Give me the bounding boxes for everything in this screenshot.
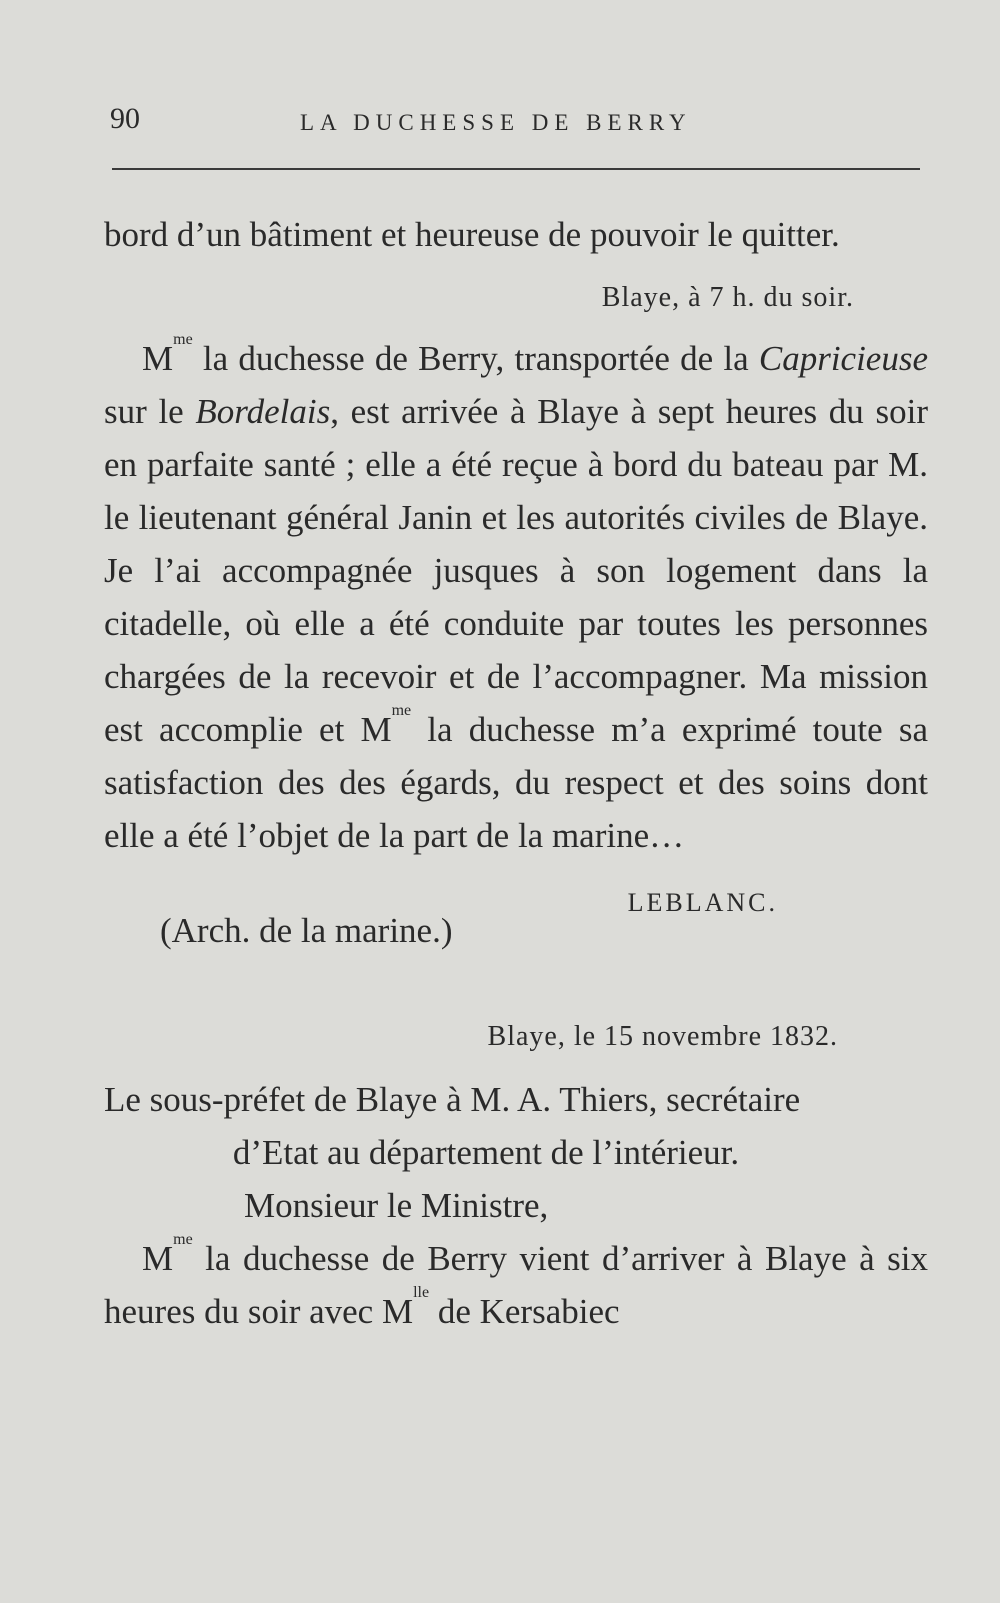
page-number: 90 <box>110 102 140 135</box>
dateline-november: Blaye, le 15 novembre 1832. <box>487 1021 838 1052</box>
letter-paragraph: $M^{me}$ la duchesse de Berry vient d’arriver à Blaye à six heures du soir avec $M^{lle}$ de Kersabiec <box>104 1231 928 1331</box>
continuation-text: bord d’un bâtiment et heureuse de pouvoir le quitter. <box>104 215 840 254</box>
running-title: LA DUCHESSE DE BERRY <box>300 110 692 135</box>
signature-block <box>104 876 928 966</box>
letter-address-line-2: d’Etat au département de l’intérieur. <box>232 1133 740 1172</box>
dateline-evening: Blaye, à 7 h. du soir. <box>601 282 854 313</box>
letter-salutation: Monsieur le Ministre, <box>244 1186 549 1225</box>
letter-address-line-1: Le sous-préfet de Blaye à M. A. Thiers, secrétaire <box>104 1080 801 1119</box>
signature: LEBLANC. <box>627 888 778 917</box>
report-paragraph: $M^{me}$ la duchesse de Berry, transportée de la Capricieuse sur le Bordelais, est arrivée à Blaye à sept heures du soir en parfaite santé ; elle a été reçue à bord du bateau par M. le lieutenant général Janin et les autorités civiles de Blaye. Je l’ai accompagnée jusques à son logement dans la citadelle, où elle a été conduite par toutes les personnes chargées de la recevoir et de l’accompagner. Ma mission est accomplie et $M^{me}$ la duchesse m’a exprimé toute sa satisfaction des des égards, du respect et des soins dont elle a été l’objet de la part de la marine… <box>104 331 928 855</box>
header-rule <box>112 168 920 170</box>
page-body <box>104 208 928 1338</box>
page-header <box>110 98 922 142</box>
archive-note: (Arch. de la marine.) <box>160 911 453 950</box>
